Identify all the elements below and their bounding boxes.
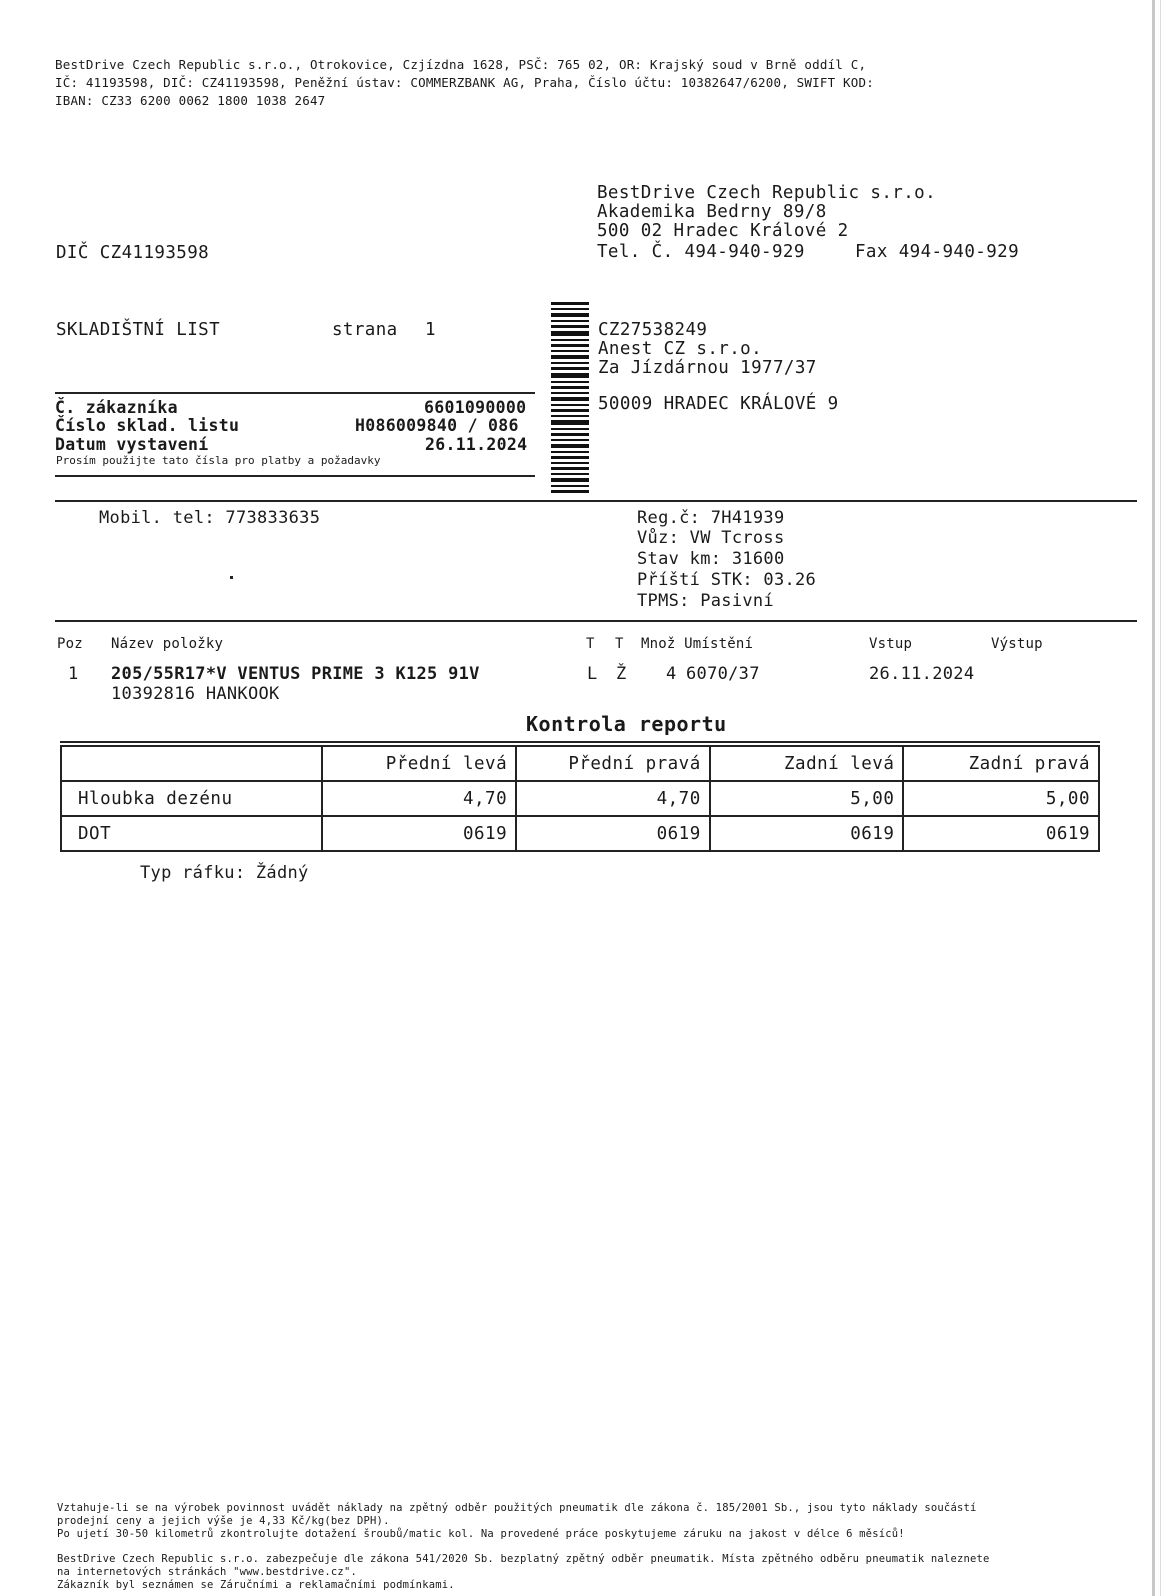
customer-city: 50009 HRADEC KRÁLOVÉ 9 [598,394,839,414]
report-row-label: DOT [61,816,322,851]
report-header-cell: Přední pravá [516,746,710,781]
divider [55,620,1137,622]
col-t2: T [615,636,624,652]
customer-number-label: Č. zákazníka [55,398,178,417]
customer-street: Za Jízdárnou 1977/37 [598,358,817,378]
item-qty: 4 [666,664,677,684]
item-code: 10392816 HANKOOK [111,684,280,704]
divider [55,475,535,477]
page-number: 1 [425,320,436,340]
report-header-cell: Zadní levá [710,746,904,781]
footer-line: BestDrive Czech Republic s.r.o. zabezpečuje dle zákona 541/2020 Sb. bezplatný zpětný odběr pneumatik. Místa zpětného odběru pneumatik naleznete [57,1553,990,1565]
customer-name: Anest CZ s.r.o. [598,339,763,359]
branch-fax: Fax 494-940-929 [855,242,1020,262]
report-row-label: Hloubka dezénu [61,781,322,816]
col-qty-location: Množ Umístění [641,636,754,652]
report-cell: 4,70 [322,781,516,816]
divider [55,392,535,394]
report-header-row [61,746,1099,781]
company-header-line3: IBAN: CZ33 6200 0062 1800 1038 2647 [55,93,326,108]
col-out: Výstup [991,636,1043,652]
company-header-line1: BestDrive Czech Republic s.r.o., Otrokovice, Czjízdna 1628, PSČ: 765 02, OR: Krajský soud v Brně oddíl C, [55,57,867,72]
col-poz: Poz [57,636,83,652]
vehicle-stk: Příští STK: 03.26 [637,570,817,590]
report-header-cell: Přední levá [322,746,516,781]
issue-date-label: Datum vystavení [55,435,209,454]
customer-vat: CZ27538249 [598,320,708,340]
col-name: Název položky [111,636,224,652]
vehicle-km: Stav km: 31600 [637,549,785,569]
report-cell: 5,00 [710,781,904,816]
payment-note: Prosím použijte tato čísla pro platby a požadavky [56,454,381,467]
vehicle-model: Vůz: VW Tcross [637,528,785,548]
report-cell: 0619 [710,816,904,851]
report-row [61,816,1099,851]
report-cell: 4,70 [516,781,710,816]
branch-city: 500 02 Hradec Králové 2 [597,221,849,241]
report-cell: 0619 [903,816,1099,851]
report-top-line [60,741,1100,743]
item-name: 205/55R17*V VENTUS PRIME 3 K125 91V [111,664,480,684]
sheet-number: H086009840 / 086 [355,416,519,435]
vehicle-reg: Reg.č: 7H41939 [637,508,785,528]
rim-type: Typ ráfku: Žádný [140,863,309,883]
dot-mark [230,576,233,579]
report-title: Kontrola reportu [526,712,727,736]
footer-line: prodejní ceny a jejich výše je 4,33 Kč/kg(bez DPH). [57,1515,390,1527]
customer-number: 6601090000 [424,398,527,417]
footer-line: Vztahuje-li se na výrobek povinnost uvádět náklady na zpětný odběr použitých pneumatik dle zákona č. 185/2001 Sb., jsou tyto náklady součástí [57,1502,977,1514]
barcode [551,302,589,466]
col-in: Vstup [869,636,913,652]
item-t1: L [587,664,598,684]
report-table [60,745,1100,852]
issue-date: 26.11.2024 [425,435,528,454]
page-edge [1152,0,1155,1596]
report-cell: 0619 [516,816,710,851]
report-cell: 5,00 [903,781,1099,816]
page-label: strana [332,320,398,340]
report-header-cell [61,746,322,781]
document-title: SKLADIŠTNÍ LIST [56,320,221,340]
company-header-line2: IČ: 41193598, DIČ: CZ41193598, Peněžní ústav: COMMERZBANK AG, Praha, Číslo účtu: 10382647/6200, SWIFT KOD: [55,75,874,90]
branch-name: BestDrive Czech Republic s.r.o. [597,183,937,203]
col-t1: T [586,636,595,652]
item-location: 6070/37 [686,664,760,684]
report-header-cell: Zadní pravá [903,746,1099,781]
report-cell: 0619 [322,816,516,851]
item-t2: Ž [616,664,627,684]
item-poz: 1 [68,664,79,684]
branch-tel: Tel. Č. 494-940-929 [597,242,805,262]
report-row [61,781,1099,816]
page-edge-inner [1160,0,1161,1596]
footer-line: na internetových stránkách "www.bestdrive.cz". [57,1566,357,1578]
vehicle-tpms: TPMS: Pasivní [637,591,774,611]
item-in-date: 26.11.2024 [869,664,975,684]
footer-line: Po ujetí 30-50 kilometrů zkontrolujte dotažení šroubů/matic kol. Na provedené práce poskytujeme záruku na jakost v délce 6 měsíců! [57,1528,905,1540]
dic: DIČ CZ41193598 [56,243,210,263]
footer-line: Zákazník byl seznámen se Záručními a reklamačními podmínkami. [57,1579,455,1591]
mobile-phone: Mobil. tel: 773833635 [99,508,321,528]
sheet-number-label: Číslo sklad. listu [55,416,240,435]
branch-street: Akademika Bedrny 89/8 [597,202,827,222]
divider [55,500,1137,502]
